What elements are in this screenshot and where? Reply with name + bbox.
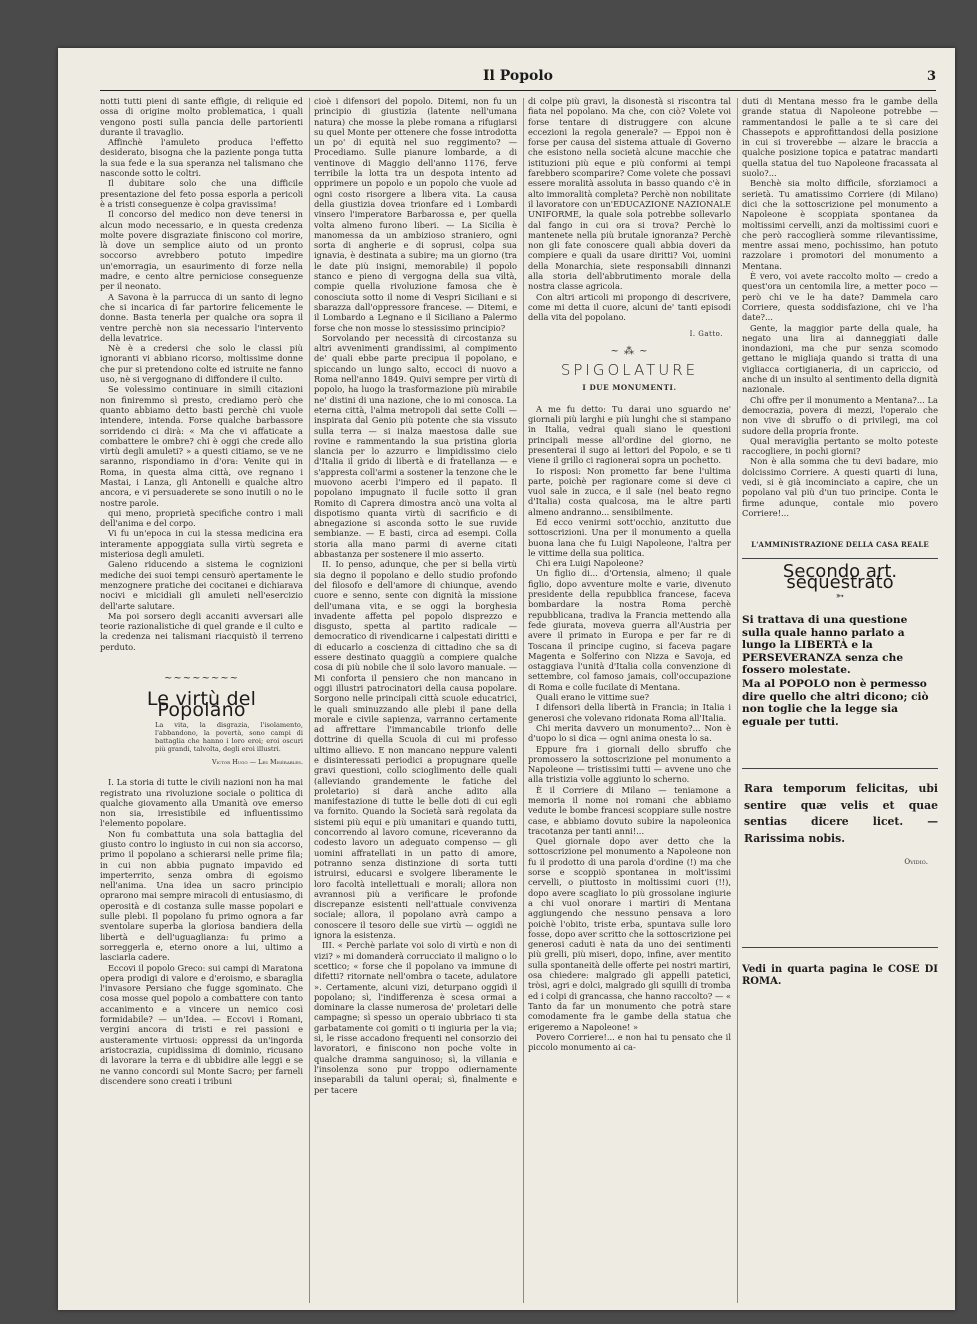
- divider-line: [742, 947, 938, 948]
- column-3: [528, 96, 731, 1301]
- col3-para: È il Corriere di Milano — teniamone a memoria il nome noi romani che abbiamo vedute le bombe francesi scoppiare sulle nostre case, e abbiamo dovuto subire la napoleonica tracotanza per tanti anni!...: [528, 784, 731, 836]
- article-signature: I. Gatto.: [689, 329, 723, 338]
- col2-para: cioè i difensori del popolo. Ditemi, non fu un principio di giustizia (latente nell'umana natura) che mosse la plebe romana a rifugiarsi su quel Monte per ottenere che fosse introdotta un po' di equità nel suo reggimento? — Procediamo. Sulle pianure lombarde, a di ventinove di Maggio dell'anno 1176, ferve terribile la lotta tra un despota intento ad opprimere un popolo e un popolo che vuole ad ogni costo risorgere a libera vita. La causa della giustizia dovea trionfare ed i Lombardi vinsero l'imperatore Barbarossa e, per quella volta almeno furono liberi. — La Sicilia è manomessa da un ambizioso straniero, ogni sorta di angherie e di soprusi, colpa sua ignavia, è destinata a subire; ma un giorno (tra le date più insigni, memorabile) il popolo stanco e pieno di vergogna della sua viltà, compie quella rivoluzione famosa che è conosciuta sotto il nome di Vespri Siciliani e si sbarazza dall'oppressore francese. — Ditemi, e il Lombardo a Legnano e il Siciliano a Palermo forse che non mosse lo stessissimo principio?: [314, 96, 517, 333]
- column-1: [100, 96, 303, 1301]
- col1-para: notti tutti pieni di sante effigie, di reliquie ed ossa di origine molto problematica, i quali vengono posti sulla pancia delle partorienti durante il travaglio.: [100, 96, 303, 137]
- col2-para: Sorvolando per necessità di circostanza su altri avvenimenti grandissimi, al compimento de' quali ebbe parte precipua il popolano, e spiccando un lungo salto, eccoci di nuovo a Roma nell'anno 1849. Quivi sempre per virtù di popolo, ha luogo la trasformazione più mirabile ne' distini di una nazione, che io mi conosca. La eterna città, l'alma metropoli dai sette Colli — inspirata dal Genio più potente che sia vissuto sulla terra — si inalza maestosa dalle sue rovine e rammentando la sua pristina gloria slancia per lo azzurro e limpidissimo cielo d'Italia il grido di libertà e di fratellanza — e s'appresta coll'armi a sostener la tenzone che le muovono acerbi l'impero ed il papato. Il popolano impugnato il fucile sotto il gran Romito di Caprera dimostra ancò una volta al dispotismo quanta virtù di sacrificio e di abnegazione si asconda sotto le sue ruvide sembianze. — E basti, circa ad esempi. Colla storia alla mano parmi di averne citati abbastanza per sostenere il mio asserto.: [314, 332, 517, 560]
- col4-para: Gente, la maggior parte della quale, ha negato una lira ai danneggiati dalle inondazioni, ma che pur senza scomodo gettano le migliaja quando si tratta di una vigliacca cortigianeria, di un capriccio, od anche di un insulto al sentimento della dignità nazionale.: [742, 322, 938, 395]
- col4-para: Benchè sia molto difficile, sforziamoci a serietà. Tu amatissimo Corriere (di Milano) dici che la sottoscrizione pel monumento a Napoleone è scoppiata spontanea da moltissimi cervelli, anzi da moltissimi cuori e che però raccoglierà somme rilevantissime, mentre assai meno, pochissimo, han potuto razzolare i promotori del monumento a Mentana.: [742, 178, 938, 271]
- newspaper-title: Il Popolo: [482, 68, 553, 84]
- col1-para: Eccovi il popolo Greco: sui campi di Maratona opera prodigi di valore e d'eroismo, e sbaraglia l'invasore Persiano che fugge sgominato. Che cosa mosse quel popolo a combattere con tanto accanimento e a vincere un nemico così formidabile? — un'Idea. — Eccovi i Romani, vergini ancora di tristi e rei passioni e austeramente virtuosi: oppressi da un'ingorda aristocrazia, cupidissima di dominio, ricusano di lavorare la terra e di ubbidire alle leggi e se ne vanno concordi sul Monte Sacro; per farneli discendere sono creati i tribuni: [100, 962, 303, 1086]
- col1-para: Ma poi sorsero degli accaniti avversari alle teorie razionalistiche di quel grande e il culto e la credenza nei talismani riacquistò il terreno perduto.: [100, 610, 303, 652]
- latin-quote: Rara temporum felicitas, ubi sentire quæ velis et quae sentias dicere licet. — Rarissima nobis.: [744, 782, 938, 845]
- col1-para: Galeno riducendo a sistema le cognizioni mediche dei suoi tempi censurò apertamente le menzognere pratiche dei cocitanei e dichiarava nocivi e micidiali gli amuleti nell'esercizio dell'arte salutare.: [100, 559, 303, 611]
- col1-para: Affinchè l'amuleto produca l'effetto desiderato, bisogna che la paziente ponga tutta la sua fede e la sua speranza nel talismano che nasconde sotto le coltri.: [100, 137, 303, 179]
- see-page-four-note: Vedi in quarta pagina le COSE DI ROMA.: [742, 964, 938, 987]
- section-title-popolano: Le virtù del Popolano: [146, 688, 257, 721]
- col2-para: III. « Perchè parlate voi solo di virtù e non di vizi? » mi domanderà corrucciato il maligno o lo scettico; « forse che il popolano va immune di difetti? ritornate nell'ombra o tacete, adulatore ». Certamente, alcuni vizi, deturpano oggidì il popolano; sì, l'indifferenza è scesa ormai a dominare la classe numerosa de' proletari delle campagne; sì spesso un operaio ubbriaco ti sta garbatamente coi gomiti o ti ingiuria per la via; sì, le risse accadono frequenti nel consorzio dei lavoratori, e finiscono non poche volte in qualche dramma sanguinoso; sì, la villania e l'insolenza sono pur troppo odiernamente inseparabili da taluni operai; sì, finalmente e per tacere: [314, 940, 517, 1095]
- col4-para: Qual meraviglia pertanto se molto poteste raccogliere, in pochi giorni?: [742, 435, 938, 457]
- divider-line: [742, 768, 938, 769]
- col1-para: qui meno, proprietà specifiche contro i mali dell'anima e del corpo.: [100, 507, 303, 529]
- col1-para: A Savona è la parrucca di un santo di legno che si incarica di far partorire felicemente le donne. Basta tenerla per qualche ora sopra il ventre perchè non sia necessario l'intervento della levatrice.: [100, 291, 303, 343]
- col3-para: A me fu detto: Tu darai uno sguardo ne' giornali più larghi e più lunghi che si stampano in Italia, vedrai quali siano le questioni principali messe all'ordine del giorno, ne presenterai il sugo ai lettori del Popolo, e se ti viene il grillo ci ragionerai sopra un pochetto.: [528, 403, 731, 466]
- column-2: [314, 96, 517, 1301]
- col1-para: Vi fu un'epoca in cui la stessa medicina era interamente appoggiata sulla virtù segreta e misteriosa degli amuleti.: [100, 528, 303, 560]
- col3-para: Un figlio di... d'Ortensia, almeno; il quale figlio, dopo avventure molte e varie, divenuto presidente della repubblica francese, faceva bombardare la nostra Roma perchè repubblicana, tradiva la Francia mettendo alla fede giurata, moveva guerra all'Austria per avere il primato in Europa e per far re di Toscana il principe cugino, si faceva pagare Magenta e Solferino con Nizza e Savoja, ed ostaggiava l'unità d'Italia colla convenzione di settembre, col famoso jamais, coll'occupazione di Roma e colle fucilate di Mentana.: [528, 568, 731, 692]
- col4-para: Non è alla somma che tu devi badare, mio dolcissimo Corriere. A questi quarti di luna, vedi, si è già incominciato a capire, che un popolano val più d'un tuo principe. Conta le firme adunque, contale mio povero Corriere!...: [742, 456, 938, 518]
- col3-para: Eppure fra i giornali dello sbruffo che promossero la sottoscrizione pel monumento a Napoleone — tristissimi tutti — avvene uno che alla tristizia volle aggiunto lo scherno.: [528, 743, 731, 785]
- section-ornament: ~~~~~~~~: [163, 673, 240, 685]
- epigraph: La vita, la disgrazia, l'isolamento, l'abbandono, la povertà, sono campi di battaglia che hanno i loro eroi; eroi oscuri più grandi, talvolta, degli eroi illustri.: [155, 720, 303, 753]
- col1-para: Il dubitare solo che una difficile presentazione del feto possa esporla a pericoli è a tristi conseguenze è colpa gravissima!: [100, 178, 303, 209]
- col3-para: Quali erano le vittime sue?: [536, 692, 650, 703]
- col1-para: Il concorso del medico non deve tenersi in alcun modo necessario, e in questa credenza molte povere disgraziate finiscono col morire, là dove un semplice aiuto od un pronto soccorso avrebbero potuto impedire un'emorragia, un esaurimento di forze nella madre, e cento altre perniciose conseguenze per il neonato.: [100, 209, 303, 292]
- col3-para: di colpe più gravi, la disonestà si riscontra tal fiata nel popolano. Ma che, con ciò? Volete voi forse tentare di distruggere con alcune eccezioni la regola generale? — Eppoi non è forse per causa del sistema attuale di Governo che esistono nella società alcune macchie che istituzioni più eque e più conformi ai tempi farebbero scomparire? Come volete che possavi essere moralità assoluta in basso quando c'è in alto immoralità completa? Perchè non nobilitate il lavoratore con un'EDUCAZIONE NAZIONALE UNIFORME, la quale sola potrebbe sollevarlo dal fango in cui ora si trova? Perchè lo mantenete nella più brutale ignoranza? Perchè non gli fate conoscere quali abbia doveri da compiere e quali da usare diritti? Voi, uomini della Monarchia, siete responsabili dinnanzi alla storia dell'abbrutimento morale della nostra classe agricola.: [528, 96, 731, 292]
- col3-para: Chi era Luigi Napoleone?: [536, 558, 644, 569]
- arrow-ornament: ➳: [835, 591, 845, 603]
- censorship-notice: Si trattava di una questione sulla quale hanno parlato a lungo la LIBERTÀ e la PERSEVERANZA senza che fossero molestate.: [742, 614, 908, 676]
- col4-para: È vero, voi avete raccolto molto — credo a quest'ora un centomila lire, a metter poco — però chi ve le ha date? Dammela caro Corriere, questa soddisfazione, chi ve l'ha date?...: [742, 271, 938, 323]
- newspaper-page: [58, 48, 955, 1310]
- col1-para: Non fu combattuta una sola battaglia del giusto contro lo ingiusto in cui non sia accorso, primo il popolano a schierarsi nelle prime fila; in cui non abbia pugnato impavido ed imperterrito, senza ombra di egoismo nell'anima. Una idea un sacro principio oprarono mai sempre miracoli di entusiasmo, di operosità e di costanza sulle masse popolari e sulle plebi. Il popolano fu primo ognora a far sventolare superba la gloriosa bandiera della libertà e dell'uguaglianza: fu primo a sorreggerla e, eterno onore a lui, ultimo a lasciarla cadere.: [100, 828, 303, 963]
- box-title: L'AMMINISTRAZIONE DELLA CASA REALE: [751, 540, 929, 550]
- col3-para: Ed ecco venirmi sott'occhio, anzitutto due sottoscrizioni. Una per il monumento a quella buona lana che fu Luigi Napoleone, l'altra per le vittime della sua politica.: [528, 516, 731, 558]
- epigraph-author: Victor Hugo — Les Misérables.: [211, 757, 303, 766]
- col1-para: I. La storia di tutte le civili nazioni non ha mai registrato una rivoluzione sociale o politica di qualche giovamento alla Umanità ove emerso non sia, irresistibile ed influentissimo l'elemento popolare.: [100, 777, 303, 829]
- column-divider: [737, 98, 738, 1303]
- column-4: [742, 96, 938, 1301]
- col1-para: Nè è a credersi che solo le classi più ignoranti vi abbiano ricorso, moltissime donne che pur si pretendono colte ed istruite ne fanno uso, nè si vergognano di diffondere il culto.: [100, 343, 303, 385]
- column-divider: [523, 98, 524, 1303]
- col1-para: Se volessimo continuare in simili citazioni non finiremmo sì presto, crediamo però che quanto abbiamo detto basti perchè chi vuole intendere, intenda. Forse qualche barbassore sorridendo ci dirà: « Ma che vi affaticate a combattere le ombre? chi è oggi che crede allo virtù degli amuleti? » a questi citiamo, se ve ne saranno, rispondiamo in d'ora: Venite qui in Roma, in questa alma città, ove regnano i Mastai, i Lanza, gli Antonelli e qualche altro ancora, e vi persuaderete se sono inutili o no le nostre parole.: [100, 384, 303, 508]
- col3-para: Quel giornale dopo aver detto che la sottoscrizione pel monumento a Napoleone non fu il prodotto di una parola d'ordine (!) ma che sorse e scoppiò spontanea in molt'issimi cervelli, o piuttosto in moltissimi cuori (!!), dopo avere scagliato lo più grossolane ingiurie a chi vuol onorare i martiri di Mentana aggiungendo che nessuno pensava a loro poichè l'obito, triste erba, spuntava sulle loro fosse, dopo aver scritto che la sottoscrizione pei generosi caduti è nata da uno dei sentimenti più grelli, più miseri, dopo, infine, aver mentito sulla spontaneità delle offerte pei nostri martiri, osa chiedere: malgrado gli appelli patetici, tròsi, agri e dolci, malgrado gli squilli di tromba ed i colpi di grancassa, che hanno raccolto? — « Tanto da far un monumento che potrà stare comodamente fra le gambe della statua che erigeremo a Napoleone! »: [528, 836, 731, 1032]
- col3-para: Chi merita davvero un monumento?... Non è d'uopo lo si dica — ogni anima onesta lo sa.: [528, 722, 731, 744]
- page-header: [100, 66, 936, 91]
- col4-para: duti di Mentana messo fra le gambe della grande statua di Napoleone potrebbe — rammentandosi le palle a te sì care dei Chassepots e approfittandosi della posizione in cui si troverebbe — alzare le braccia a qualche posizione topica e patatrac mandarti quella statua del tuo Napoleone fracassata al suolo?...: [742, 96, 938, 179]
- col4-para: Chi offre per il monumento a Mentana?... La democrazia, povera di mezzi, l'operaio che non vive di sbruffo o di privilegi, ma col sudore della propria fronte.: [742, 394, 938, 436]
- col3-para: Io risposi: Non prometto far bene l'ultima parte, poichè per ragionare come si deve ci vuol sale in zucca, e il sale (nel beato regno d'Italia) costa qualcosa, ma le altre parti almeno andranno... sensibilmente.: [528, 465, 731, 517]
- divider-line: [742, 558, 938, 559]
- col2-para: II. Io penso, adunque, che per si bella virtù sia degno il popolano e dello studio profondo del filosofo e dell'amore di chiunque, avendo cuore e senno, sente con dignità la missione dell'umana vita, e se oggi la borghesia invadente affetta pel popolo disprezzo e disgusto, spetta al partito radicale — democratico di rivendicarne i calpestati diritti e di educarlo a coscienza di cittadino che sa di essere destinato quaggiù a compiere qualche cosa di più nobile che il solo lavoro manuale. — Mi conforta il pensiero che non mancano in oggi illustri patrocinatori della causa popolare. Sorgono nelle principali città scuole educatrici, le quali sminuzzando alle plebi il pane della morale e civile sapienza, varranno certamente ad affrettare l'immancabile trionfo delle dottrine di quella Scuola di cui mi professo ultimo allievo. E non mancano neppure valenti e disinteressati periodici a propugnare quelle gravi questioni, collo scioglimento delle quali (alleviando grandemente le fatiche del proletario) si darà anche adito alla manifestazione di tutte le belle doti di cui egli va fornito. Quando la Società sarà regolata da sistemi più equi e più umanitari e quando tutti, concorrendo al lavoro comune, riceveranno da codesto lavoro un adeguato compenso — gli uomini affratellati in un patto di amore, potranno senza distinzione di sorta tutti istruirsi, educarsi e svolgere liberamente le loro facoltà intellettuali e morali; allora non avrannosi più a verificare le profonde discrepanze esistenti nell'attuale convivenza sociale; allora, il popolano avrà campo a conoscere il tesoro delle sue virtù — oggidì ne ignora la esistenza.: [314, 559, 517, 941]
- col3-para: I difensori della libertà in Francia; in Italia i generosi che volevano ridonata Roma all'Italia.: [528, 702, 731, 723]
- page-number: 3: [926, 69, 936, 84]
- article-subhead: I DUE MONUMENTI.: [582, 383, 677, 393]
- quote-author: Ovidio.: [904, 858, 928, 867]
- section-ornament: ~ ⁂ ~: [610, 345, 649, 357]
- sequestrato-title: Secondo art. sequestrato: [782, 561, 898, 593]
- col3-para: Con altri articoli mi propongo di descrivere, come mi detta il cuore, alcuni de' tanti episodi della vita del popolano.: [528, 291, 731, 323]
- censorship-notice-2: Ma al POPOLO non è permesso dire quello che altri dicono; ciò non toglie che la legge sia eguale per tutti.: [742, 678, 929, 728]
- col3-para: Povero Corriere!... e non hai tu pensato che il piccolo monumento ai ca-: [528, 1031, 731, 1053]
- column-divider: [309, 98, 310, 1303]
- section-title-spigolature: SPIGOLATURE: [560, 361, 699, 380]
